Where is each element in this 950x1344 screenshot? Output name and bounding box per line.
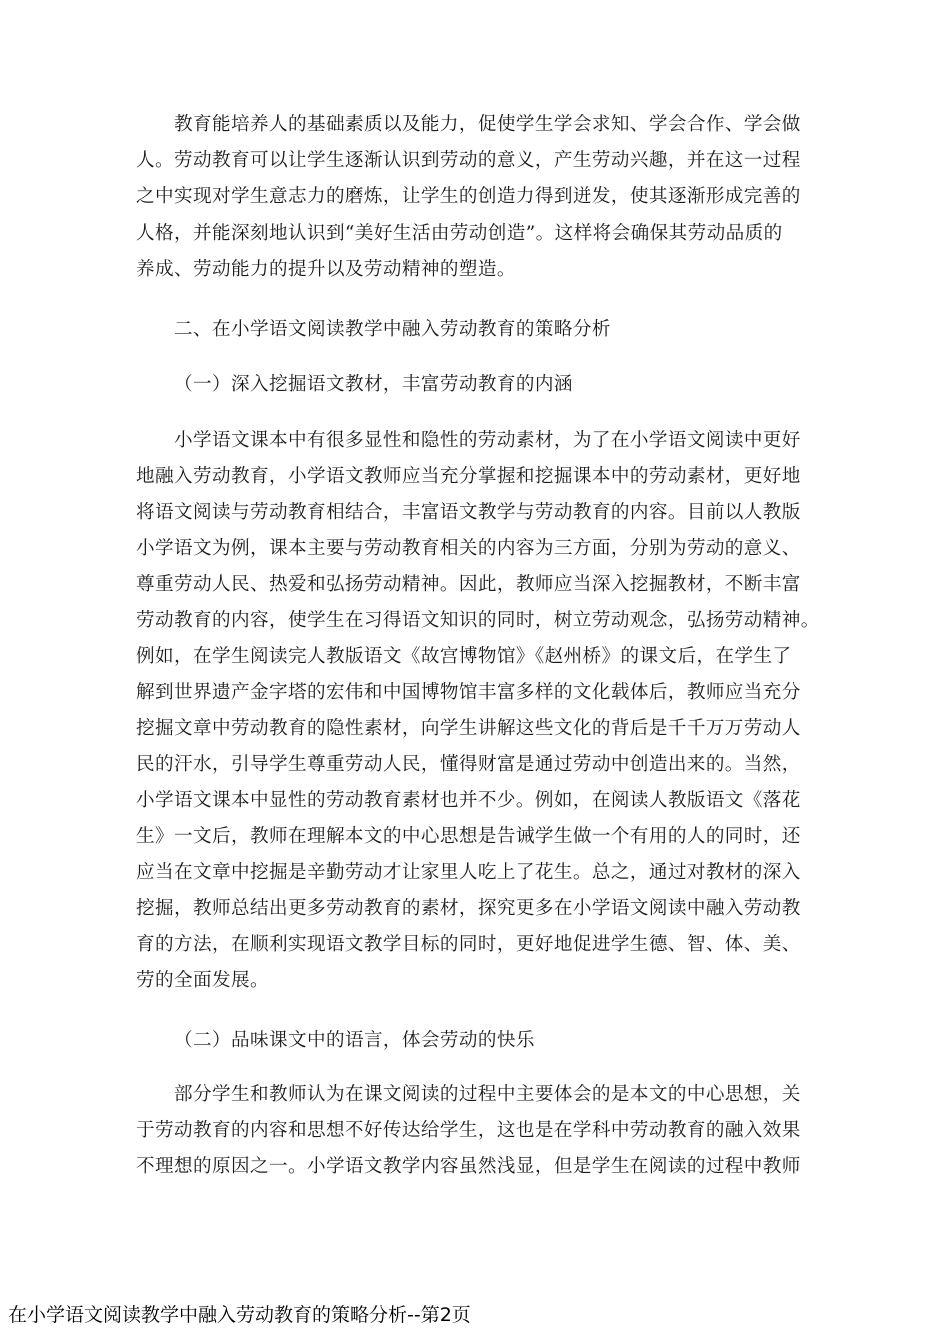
text-line: 挖掘文章中劳动教育的隐性素材，向学生讲解这些文化的背后是千千万万劳动人 — [136, 718, 801, 739]
text-line: 育的方法，在顺利实现语文教学目标的同时，更好地促进学生德、智、体、美、 — [136, 934, 801, 955]
text-line: 部分学生和教师认为在课文阅读的过程中主要体会的是本文的中心思想，关 — [174, 1084, 801, 1105]
page-footer: 在小学语文阅读教学中融入劳动教育的策略分析--第2页 — [8, 1304, 471, 1326]
text-line: 将语文阅读与劳动教育相结合，丰富语文教学与劳动教育的内容。目前以人教版 — [136, 502, 801, 523]
text-line: 地融入劳动教育，小学语文教师应当充分掌握和挖掘课本中的劳动素材，更好地 — [136, 466, 801, 487]
text-line: （二）品味课文中的语言，体会劳动的快乐 — [174, 1030, 535, 1051]
text-line: 小学语文为例，课本主要与劳动教育相关的内容为三方面，分别为劳动的意义、 — [136, 538, 801, 559]
text-line: 解到世界遗产金字塔的宏伟和中国博物馆丰富多样的文化载体后，教师应当充分 — [136, 682, 801, 703]
text-line: 人格，并能深刻地认识到“美好生活由劳动创造”。这样将会确保其劳动品质的 — [136, 223, 783, 244]
text-line: 应当在文章中挖掘是辛勤劳动才让家里人吃上了花生。总之，通过对教材的深入 — [136, 862, 801, 883]
text-line: 养成、劳动能力的提升以及劳动精神的塑造。 — [136, 259, 516, 280]
text-line: 小学语文课本中显性的劳动教育素材也并不少。例如，在阅读人教版语文《落花 — [136, 790, 801, 811]
text-line: 不理想的原因之一。小学语文教学内容虽然浅显，但是学生在阅读的过程中教师 — [136, 1156, 801, 1177]
text-line: 民的汗水，引导学生尊重劳动人民，懂得财富是通过劳动中创造出来的。当然， — [136, 754, 801, 775]
text-line: 劳动教育的内容，使学生在习得语文知识的同时，树立劳动观念，弘扬劳动精神。 — [136, 610, 820, 631]
text-line: 于劳动教育的内容和思想不好传达给学生，这也是在学科中劳动教育的融入效果 — [136, 1120, 801, 1141]
text-line: 之中实现对学生意志力的磨炼，让学生的创造力得到迸发，使其逐渐形成完善的 — [136, 186, 801, 207]
text-line: 例如，在学生阅读完人教版语文《故宫博物馆》《赵州桥》的课文后，在学生了 — [136, 646, 792, 667]
text-line: （一）深入挖掘语文教材，丰富劳动教育的内涵 — [174, 374, 573, 395]
text-line: 二、在小学语文阅读教学中融入劳动教育的策略分析 — [174, 319, 611, 340]
text-line: 生》一文后，教师在理解本文的中心思想是告诫学生做一个有用的人的同时，还 — [136, 826, 801, 847]
text-line: 教育能培养人的基础素质以及能力，促使学生学会求知、学会合作、学会做 — [174, 114, 801, 135]
text-line: 小学语文课本中有很多显性和隐性的劳动素材，为了在小学语文阅读中更好 — [174, 430, 801, 451]
text-line: 人。劳动教育可以让学生逐渐认识到劳动的意义，产生劳动兴趣，并在这一过程 — [136, 150, 801, 171]
text-line: 劳的全面发展。 — [136, 970, 269, 991]
text-line: 挖掘，教师总结出更多劳动教育的素材，探究更多在小学语文阅读中融入劳动教 — [136, 898, 801, 919]
text-line: 尊重劳动人民、热爱和弘扬劳动精神。因此，教师应当深入挖掘教材，不断丰富 — [136, 574, 801, 595]
